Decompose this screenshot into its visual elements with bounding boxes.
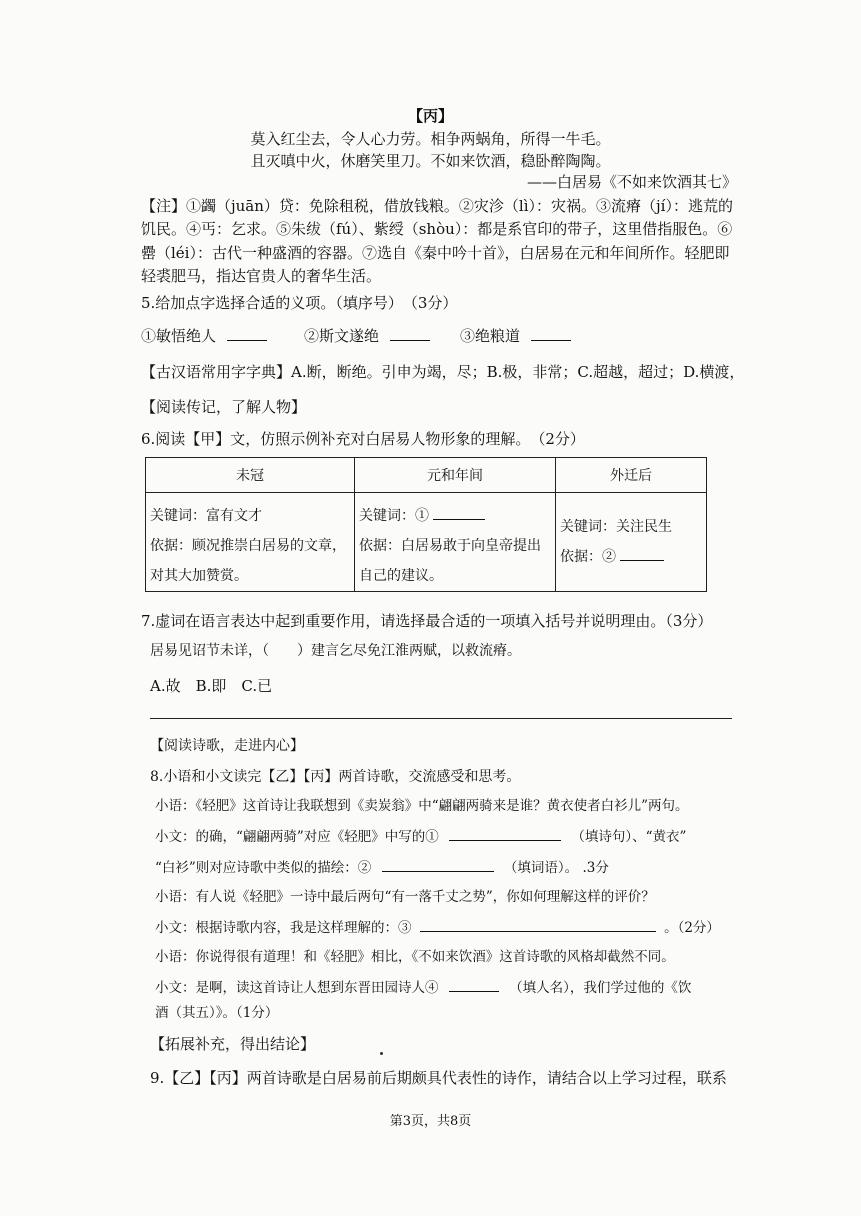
q7-options: A.故 B.即 C.已 xyxy=(150,677,273,695)
poem-attribution: ——白居易《不如来饮酒其七》 xyxy=(526,173,737,191)
q5-item-2-text: ②斯文遂绝 xyxy=(304,327,380,345)
scan-speck xyxy=(380,1052,383,1055)
q6-table xyxy=(145,457,707,592)
q8-line-2-b: （填诗句）、“黄衣” xyxy=(571,829,687,845)
q6-col1-line2: 依据：顾况推崇白居易的文章， xyxy=(150,538,346,554)
q8-line-3-a: “白衫”则对应诗歌中类似的描绘：② xyxy=(155,860,372,876)
q5-item-1 xyxy=(141,326,267,346)
q8-line-6: 小语：你说得很有道理！和《轻肥》相比，《不如来饮酒》这首诗歌的风格却截然不同。 xyxy=(155,949,675,965)
q6-col-2 xyxy=(355,493,556,592)
q8-line-5-b: 。（2分） xyxy=(664,920,720,936)
q6-col3-line2 xyxy=(560,542,702,572)
q6-header-3: 外迁后 xyxy=(556,458,707,493)
q8-line-1: 小语：《轻肥》这首诗让我联想到《卖炭翁》中“翩翩两骑来是谁？黄衣使者白衫儿”两句。 xyxy=(155,798,689,814)
q6-col-1 xyxy=(146,493,355,592)
q6-col3-basis-label: 依据：② xyxy=(560,549,616,565)
note-line-2: 饥民。④丐：乞求。⑤朱绂（fú）、紫绶（shòu）：都是系官印的带子，这里借指服色。⑥ xyxy=(141,220,733,238)
q8-answer-3-blank[interactable] xyxy=(420,917,656,932)
q8-line-7-b: （填人名），我们学过他的《饮 xyxy=(509,980,692,996)
q5-item-2 xyxy=(304,326,430,346)
q8-answer-2-blank[interactable] xyxy=(382,857,494,872)
q5-prompt: 5.给加点字选择合适的义项。（填序号） （3分） xyxy=(141,294,458,312)
q6-col1-line3: 对其大加赞赏。 xyxy=(150,568,248,584)
q6-header-2: 元和年间 xyxy=(355,458,556,493)
q5-answer-3-blank[interactable] xyxy=(531,326,571,341)
q6-answer-2-blank[interactable] xyxy=(620,546,664,561)
q6-header-1: 未冠 xyxy=(146,458,355,493)
q5-answer-2-blank[interactable] xyxy=(390,326,430,341)
q7-answer-line[interactable] xyxy=(150,718,732,719)
q8-line-2 xyxy=(155,826,686,847)
section-poem-heading: 【阅读诗歌，走进内心】 xyxy=(150,738,304,754)
q8-answer-4-blank[interactable] xyxy=(449,977,499,992)
q8-line-2-a: 小文：的确，“翩翩两骑”对应《轻肥》中写的① xyxy=(155,829,439,845)
q6-answer-1-blank[interactable] xyxy=(433,505,485,520)
section-ext-heading: 【拓展补充，得出结论】 xyxy=(150,1035,316,1053)
q8-line-4: 小语：有人说《轻肥》一诗中最后两句“有一落千丈之势”，你如何理解这样的评价？ xyxy=(155,889,655,905)
q5-dictionary: 【古汉语常用字字典】A.断，断绝。引申为竭，尽；B.极，非常；C.超越，超过；D.横渡， xyxy=(141,363,745,381)
q7-sentence: 居易见诏节未详，（ ）建言乞尽免江淮两赋，以救流瘠。 xyxy=(150,643,521,659)
q6-col2-line3: 自己的建议。 xyxy=(359,568,443,584)
section-bio-heading: 【阅读传记，了解人物】 xyxy=(141,398,307,416)
q5-item-3 xyxy=(460,326,571,346)
poem-heading: 【丙】 xyxy=(407,107,453,125)
q6-col2-line1 xyxy=(359,501,551,531)
q6-col2-line2: 依据：白居易敢于向皇帝提出 xyxy=(359,538,541,554)
q9-prompt: 9.【乙】【丙】两首诗歌是白居易前后期颇具代表性的诗作，请结合以上学习过程，联系 xyxy=(150,1069,727,1087)
q6-col1-line1: 关键词：富有文才 xyxy=(150,508,262,524)
poem-line-2: 且灭嗔中火，休磨笑里刀。不如来饮酒，稳卧醉陶陶。 xyxy=(250,152,611,170)
page-footer: 第3页，共8页 xyxy=(389,1114,472,1129)
note-line-3: 罍（léi）：古代一种盛酒的容器。⑦选自《秦中吟十首》，白居易在元和年间所作。轻肥即 xyxy=(141,244,730,262)
note-line-1: 【注】①蠲（juān）贷：免除租税，借放钱粮。②灾沴（lì）：灾祸。③流瘠（jí）：逃荒的 xyxy=(141,197,733,215)
q8-answer-1-blank[interactable] xyxy=(449,826,561,841)
q6-col3-line1: 关键词：关注民生 xyxy=(560,519,672,535)
note-line-4: 轻裘肥马，指达官贵人的奢华生活。 xyxy=(141,267,382,285)
q5-item-3-text: ③绝粮道 xyxy=(460,327,521,345)
q8-line-7 xyxy=(155,977,691,998)
q8-line-5-a: 小文：根据诗歌内容，我是这样理解的：③ xyxy=(155,920,412,936)
q8-line-7-a: 小文：是啊，读这首诗让人想到东晋田园诗人④ xyxy=(155,980,439,996)
q6-col2-keyword-label: 关键词：① xyxy=(359,508,429,524)
q6-col-3 xyxy=(556,493,707,592)
q8-line-3 xyxy=(155,857,609,878)
poem-line-1: 莫入红尘去，令人心力劳。相争两蜗角，所得一牛毛。 xyxy=(250,130,611,148)
q8-prompt: 8.小语和小文读完【乙】【丙】两首诗歌，交流感受和思考。 xyxy=(150,769,521,785)
q7-prompt: 7.虚词在语言表达中起到重要作用，请选择最合适的一项填入括号并说明理由。（3分） xyxy=(141,612,713,630)
q8-line-8: 酒（其五）》。（1分） xyxy=(155,1005,279,1021)
q6-prompt: 6.阅读【甲】文，仿照示例补充对白居易人物形象的理解。 （2分） xyxy=(141,430,585,448)
q8-line-3-b: （填词语）。 .3分 xyxy=(503,860,609,876)
q8-line-5 xyxy=(155,917,720,938)
q5-answer-1-blank[interactable] xyxy=(227,326,267,341)
q5-item-1-text: ①敏悟绝人 xyxy=(141,327,217,345)
